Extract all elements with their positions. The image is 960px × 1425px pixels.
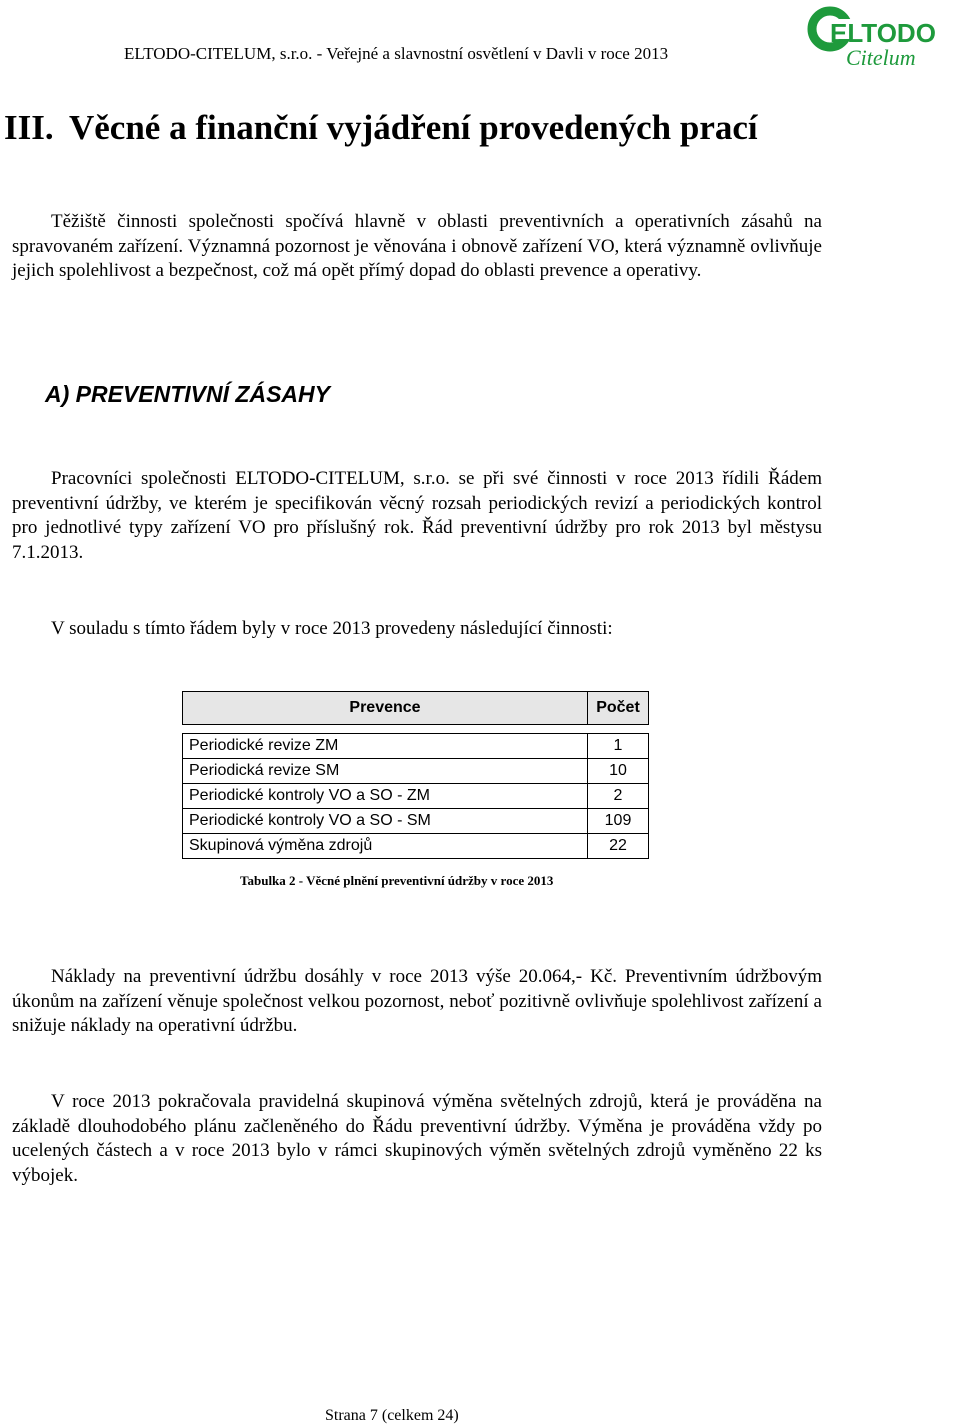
table-header-row <box>183 692 649 725</box>
row-count: 2 <box>588 784 649 809</box>
row-activity: Periodické kontroly VO a SO - ZM <box>183 784 588 809</box>
header-count: Počet <box>588 692 649 725</box>
table-row <box>183 809 649 834</box>
row-activity: Periodická revize SM <box>183 759 588 784</box>
table-caption: Tabulka 2 - Věcné plnění preventivní údržby v roce 2013 <box>240 873 554 888</box>
row-count: 109 <box>588 809 649 834</box>
table-intro-paragraph-text: V souladu s tímto řádem byly v roce 2013 provedeny následující činnosti: <box>51 618 613 639</box>
row-activity: Periodické kontroly VO a SO - SM <box>183 809 588 834</box>
company-logo <box>806 5 946 71</box>
table-row <box>183 784 649 809</box>
logo-text-main: ELTODO <box>830 18 936 48</box>
running-header: ELTODO-CITELUM, s.r.o. - Veřejné a slavnostní osvětlení v Davli v roce 2013 <box>124 44 669 63</box>
intro-paragraph <box>12 210 822 284</box>
table-intro-paragraph <box>12 617 822 642</box>
subsection-heading: A) PREVENTIVNÍ ZÁSAHY <box>45 381 330 407</box>
logo-text-sub: Citelum <box>846 45 916 70</box>
table-row <box>183 734 649 759</box>
costs-paragraph <box>12 965 822 1039</box>
section-heading <box>4 108 758 148</box>
replacement-paragraph <box>12 1090 822 1188</box>
workers-paragraph <box>12 467 822 565</box>
table-row <box>183 834 649 859</box>
section-title: Věcné a finanční vyjádření provedených prací <box>69 108 758 147</box>
header-activity: Prevence <box>183 692 588 725</box>
row-activity: Skupinová výměna zdrojů <box>183 834 588 859</box>
row-activity: Periodické revize ZM <box>183 734 588 759</box>
table-spacer-row <box>183 725 649 734</box>
row-count: 22 <box>588 834 649 859</box>
replacement-paragraph-text: V roce 2013 pokračovala pravidelná skupinová výměna světelných zdrojů, která je prováděna na základě dlouhodobého plánu začleněného do Řádu preventivní údržby. Výměna je prováděna vždy po ucelených částech a v roce 2013 bylo v rámci skupinových výměn světelných zdrojů vyměněno 22 ks výbojek. <box>12 1091 822 1186</box>
intro-paragraph-text: Těžiště činnosti společnosti spočívá hlavně v oblasti preventivních a operativních zásahů na spravovaném zařízení. Významná pozornost je věnována i obnově zařízení VO, která významně ovlivňuje jejich spolehlivost a bezpečnost, což má opět přímý dopad do oblasti prevence a operativy. <box>12 211 822 282</box>
prevention-table <box>182 691 649 859</box>
page-number: Strana 7 (celkem 24) <box>325 1407 459 1424</box>
section-number: III. <box>4 108 54 147</box>
row-count: 10 <box>588 759 649 784</box>
costs-paragraph-text: Náklady na preventivní údržbu dosáhly v roce 2013 výše 20.064,- Kč. Preventivním údržbovým úkonům na zařízení věnuje společnost velkou pozornost, neboť pozitivně ovlivňuje spolehlivost zařízení a snižuje náklady na operativní údržbu. <box>12 966 822 1037</box>
table-row <box>183 759 649 784</box>
workers-paragraph-text: Pracovníci společnosti ELTODO-CITELUM, s.r.o. se při své činnosti v roce 2013 řídili Řádem preventivní údržby, ve kterém je specifikován věcný rozsah periodických revizí a periodických kontrol pro jednotlivé typy zařízení VO pro příslušný rok. Řád preventivní údržby pro rok 2013 byl městysu 7.1.2013. <box>12 468 822 563</box>
row-count: 1 <box>588 734 649 759</box>
